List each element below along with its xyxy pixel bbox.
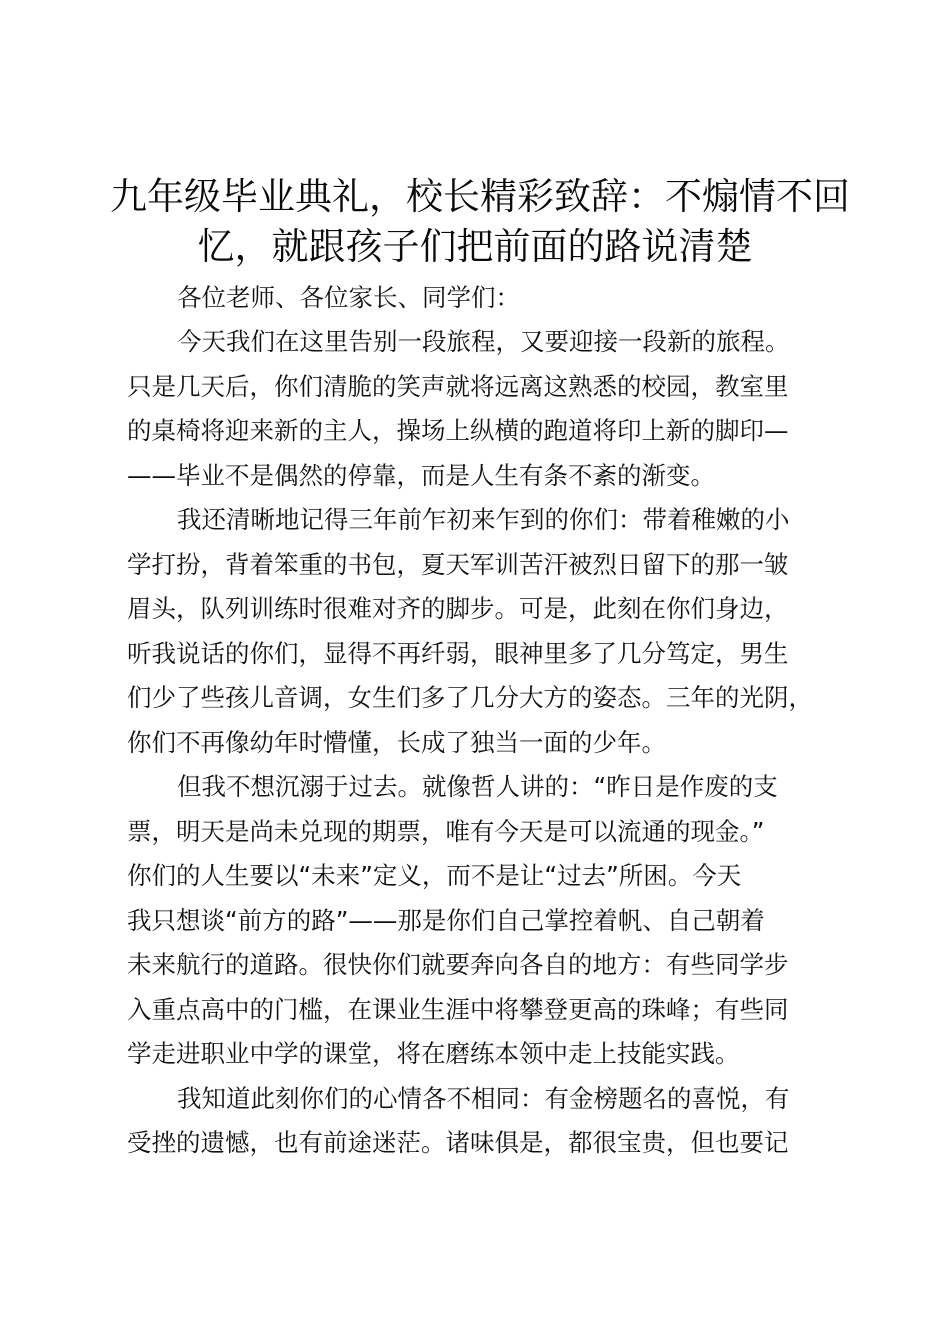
paragraph-1-line-2: 只是几天后，你们清脆的笑声就将远离这熟悉的校园，教室里 — [127, 372, 789, 401]
paragraph-2-line-3: 眉头，队列训练时很难对齐的脚步。可是，此刻在你们身边， — [127, 594, 789, 623]
paragraph-3-line-6: 入重点高中的门槛，在课业生涯中将攀登更高的珠峰；有些同 — [127, 995, 789, 1024]
paragraph-3-line-7: 学走进职业中学的课堂，将在磨练本领中走上技能实践。 — [127, 1039, 740, 1068]
paragraph-4-line-2: 受挫的遗憾，也有前途迷茫。诸味俱是，都很宝贵，但也要记 — [127, 1128, 789, 1157]
salutation: 各位老师、各位家长、同学们： — [177, 283, 520, 312]
paragraph-4-line-1: 我知道此刻你们的心情各不相同：有金榜题名的喜悦，有 — [177, 1084, 790, 1113]
paragraph-3-line-5: 未来航行的道路。很快你们就要奔向各自的地方：有些同学步 — [127, 950, 789, 979]
paragraph-3-line-4: 我只想谈“前方的路”——那是你们自己掌控着帆、自己朝着 — [127, 906, 765, 935]
paragraph-2-line-2: 学打扮，背着笨重的书包，夏天军训苦汗被烈日留下的那一皱 — [127, 550, 789, 579]
title-line-2: 忆，就跟孩子们把前面的路说清楚 — [197, 225, 753, 268]
paragraph-2-line-5: 们少了些孩儿音调，女生们多了几分大方的姿态。三年的光阴， — [127, 683, 813, 712]
paragraph-3-line-2: 票，明天是尚未兑现的期票，唯有今天是可以流通的现金。” — [127, 817, 765, 846]
title-line-1: 九年级毕业典礼，校长精彩致辞：不煽情不回 — [110, 175, 850, 218]
paragraph-3-line-3: 你们的人生要以“未来”定义，而不是让“过去”所困。今天 — [127, 861, 742, 890]
paragraph-1-line-3: 的桌椅将迎来新的主人，操场上纵横的跑道将印上新的脚印— — [127, 416, 789, 445]
paragraph-2-line-6: 你们不再像幼年时懵懂，长成了独当一面的少年。 — [127, 728, 666, 757]
paragraph-3-line-1: 但我不想沉溺于过去。就像哲人讲的：“昨日是作废的支 — [177, 772, 778, 801]
paragraph-1-line-4: ——毕业不是偶然的停靠，而是人生有条不紊的渐变。 — [127, 461, 715, 490]
paragraph-2-line-4: 听我说话的你们，显得不再纤弱，眼神里多了几分笃定，男生 — [127, 639, 789, 668]
paragraph-1-line-1: 今天我们在这里告别一段旅程，又要迎接一段新的旅程。 — [177, 327, 790, 356]
paragraph-2-line-1: 我还清晰地记得三年前乍初来乍到的你们：带着稚嫩的小 — [177, 505, 790, 534]
document-title — [110, 172, 850, 272]
